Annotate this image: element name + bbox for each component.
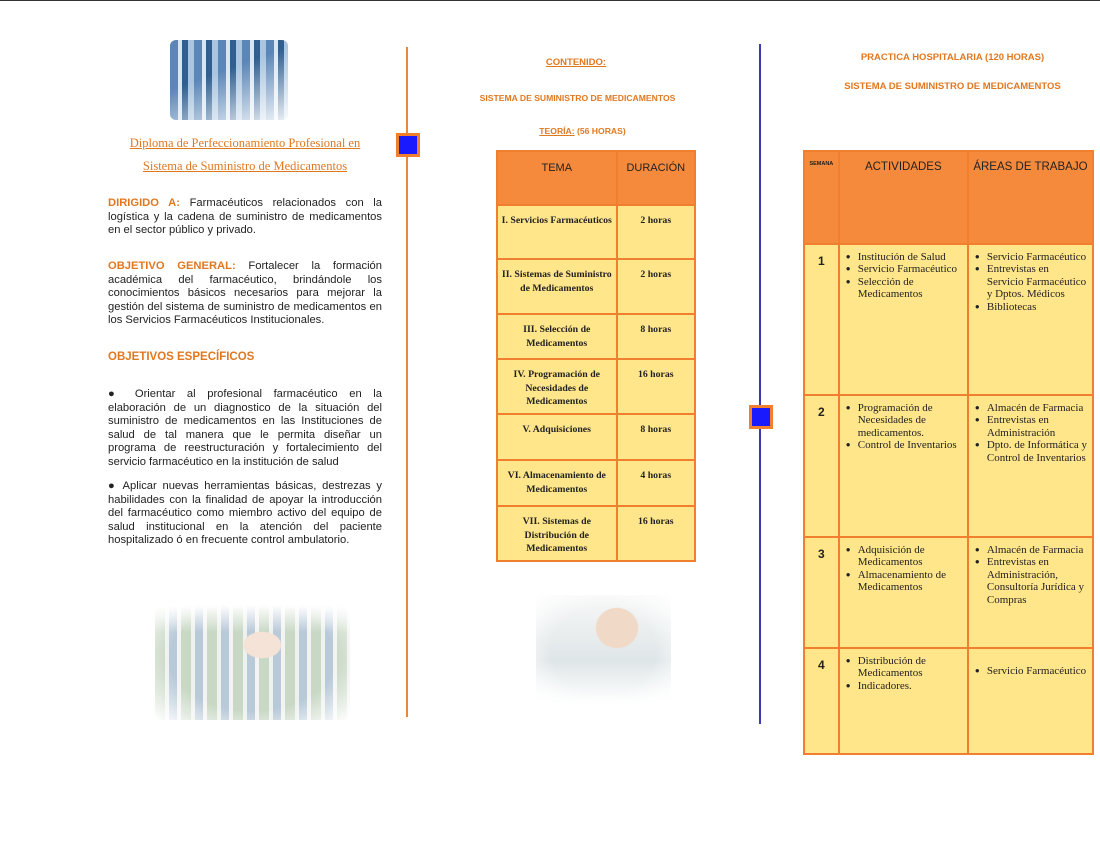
objetivo-especifico-2: ● Aplicar nuevas herramientas básicas, destrezas y habilidades con la finalidad de apoyar la introducción del farmacéutico como miembro activo del equipo de salud institucional en la atención del paciente hospitalizado ó en frecuente control ambulatorio. xyxy=(108,480,382,547)
actividades-cell xyxy=(839,395,968,537)
right-system-title: SISTEMA DE SUMINISTRO DE MEDICAMENTOS xyxy=(844,81,1061,92)
fold-marker-right xyxy=(749,405,773,429)
lab-technician-photo xyxy=(536,595,671,705)
table-row xyxy=(497,506,695,561)
pharmacy-shelves-photo xyxy=(170,40,288,120)
pharmacist-photo xyxy=(155,595,350,720)
list-item: ● Dpto. de Informática y Control de Inventarios xyxy=(973,439,1088,464)
duracion-cell: 16 horas xyxy=(617,359,695,414)
middle-system-title: SISTEMA DE SUMINISTRO DE MEDICAMENTOS xyxy=(479,93,676,103)
areas-cell xyxy=(968,395,1093,537)
duracion-cell: 4 horas xyxy=(617,460,695,506)
objetivo-general-paragraph xyxy=(108,260,382,328)
list-item: ● Indicadores. xyxy=(844,680,963,692)
list-item: ● Distribución de Medicamentos xyxy=(844,655,963,680)
areas-cell xyxy=(968,648,1093,754)
duracion-cell: 8 horas xyxy=(617,414,695,460)
dirigido-text: Farmacéuticos relacionados con la logística y la cadena de suministro de medicamentos en el sector público y privado. xyxy=(108,197,383,237)
list-item: ● Programación de Necesidades de medicamentos. xyxy=(844,402,963,439)
table-row xyxy=(804,648,1093,754)
dirigido-paragraph xyxy=(108,197,382,238)
table-row xyxy=(497,460,695,506)
theory-table xyxy=(496,150,696,562)
dirigido-label: DIRIGIDO A: xyxy=(108,197,180,209)
list-item: ● Control de Inventarios xyxy=(844,439,963,451)
table-row xyxy=(497,359,695,414)
table-row xyxy=(497,205,695,259)
areas-cell xyxy=(968,537,1093,648)
practica-heading: PRACTICA HOSPITALARIA (120 HORAS) xyxy=(860,52,1045,63)
list-item: ● Entrevistas en Administración, Consultoría Jurídica y Compras xyxy=(973,556,1088,606)
objetivos-especificos-heading: OBJETIVOS ESPECÍFICOS xyxy=(108,351,255,363)
duracion-cell: 16 horas xyxy=(617,506,695,561)
duracion-cell: 2 horas xyxy=(617,205,695,259)
list-item: ● Selección de Medicamentos xyxy=(844,276,963,301)
tema-cell: I. Servicios Farmacéuticos xyxy=(497,205,617,259)
fold-line-right xyxy=(759,44,761,724)
duracion-cell: 2 horas xyxy=(617,259,695,314)
list-item: ● Servicio Farmacéutico xyxy=(973,251,1088,263)
table-row xyxy=(804,244,1093,395)
actividades-cell xyxy=(839,648,968,754)
teoria-label: TEORÍA: xyxy=(539,126,575,136)
actividades-cell xyxy=(839,244,968,395)
top-border-line xyxy=(0,0,1100,1)
diploma-title-line1: Diploma de Perfeccionamiento Profesional en xyxy=(129,136,361,150)
list-item: ● Almacén de Farmacia xyxy=(973,544,1088,556)
table-row xyxy=(497,414,695,460)
list-item: ● Institución de Salud xyxy=(844,251,963,263)
header-areas: ÁREAS DE TRABAJO xyxy=(968,151,1093,244)
list-item: ● Adquisición de Medicamentos xyxy=(844,544,963,569)
header-tema: TEMA xyxy=(497,151,617,205)
tema-cell: V. Adquisiciones xyxy=(497,414,617,460)
table-row xyxy=(804,395,1093,537)
objetivo-general-label: OBJETIVO GENERAL: xyxy=(108,260,236,272)
table-row xyxy=(497,259,695,314)
semana-cell: 4 xyxy=(804,648,839,754)
list-item: ● Servicio Farmacéutico xyxy=(973,665,1088,677)
tema-cell: IV. Programación de Necesidades de Medicamentos xyxy=(497,359,617,414)
fold-marker-left xyxy=(396,133,420,157)
header-actividades: ACTIVIDADES xyxy=(839,151,968,244)
tema-cell: VI. Almacenamiento de Medicamentos xyxy=(497,460,617,506)
objetivo-general-text: Fortalecer la formación académica del farmacéutico, brindándole los conocimientos básicos necesarios para mejorar la gestión del sistema de suministro de medicamentos en los Servicios Farmacéuticos Institucionales. xyxy=(108,260,382,327)
semana-cell: 2 xyxy=(804,395,839,537)
list-item: ● Bibliotecas xyxy=(973,301,1088,313)
table-row xyxy=(497,314,695,359)
duracion-cell: 8 horas xyxy=(617,314,695,359)
list-item: ● Almacén de Farmacia xyxy=(973,402,1088,414)
actividades-cell xyxy=(839,537,968,648)
tema-cell: III. Selección de Medicamentos xyxy=(497,314,617,359)
list-item: ● Entrevistas en Administración xyxy=(973,414,1088,439)
tema-cell: VII. Sistemas de Distribución de Medicamentos xyxy=(497,506,617,561)
list-item: ● Almacenamiento de Medicamentos xyxy=(844,569,963,594)
teoria-hours: (56 HORAS) xyxy=(574,126,626,136)
semana-cell: 1 xyxy=(804,244,839,395)
list-item: ● Entrevistas en Servicio Farmacéutico y Dptos. Médicos xyxy=(973,263,1088,300)
contenido-heading: CONTENIDO: xyxy=(545,57,607,68)
list-item: ● Servicio Farmacéutico xyxy=(844,263,963,275)
areas-cell xyxy=(968,244,1093,395)
diploma-title-line2: Sistema de Suministro de Medicamentos xyxy=(142,159,348,173)
teoria-line xyxy=(520,126,645,136)
header-semana: SEMANA xyxy=(804,151,839,244)
objetivo-especifico-1: ● Orientar al profesional farmacéutico en la elaboración de un diagnostico de la situación del suministro de medicamentos en las Instituciones de salud de tal manera que le permita diseñar un programa de reestructuración y fortalecimiento del servicio farmacéutico en la institución de salud xyxy=(108,388,382,468)
practice-table xyxy=(803,150,1094,755)
header-duracion: DURACIÓN xyxy=(617,151,695,205)
table-row xyxy=(804,537,1093,648)
semana-cell: 3 xyxy=(804,537,839,648)
tema-cell: II. Sistemas de Suministro de Medicamentos xyxy=(497,259,617,314)
